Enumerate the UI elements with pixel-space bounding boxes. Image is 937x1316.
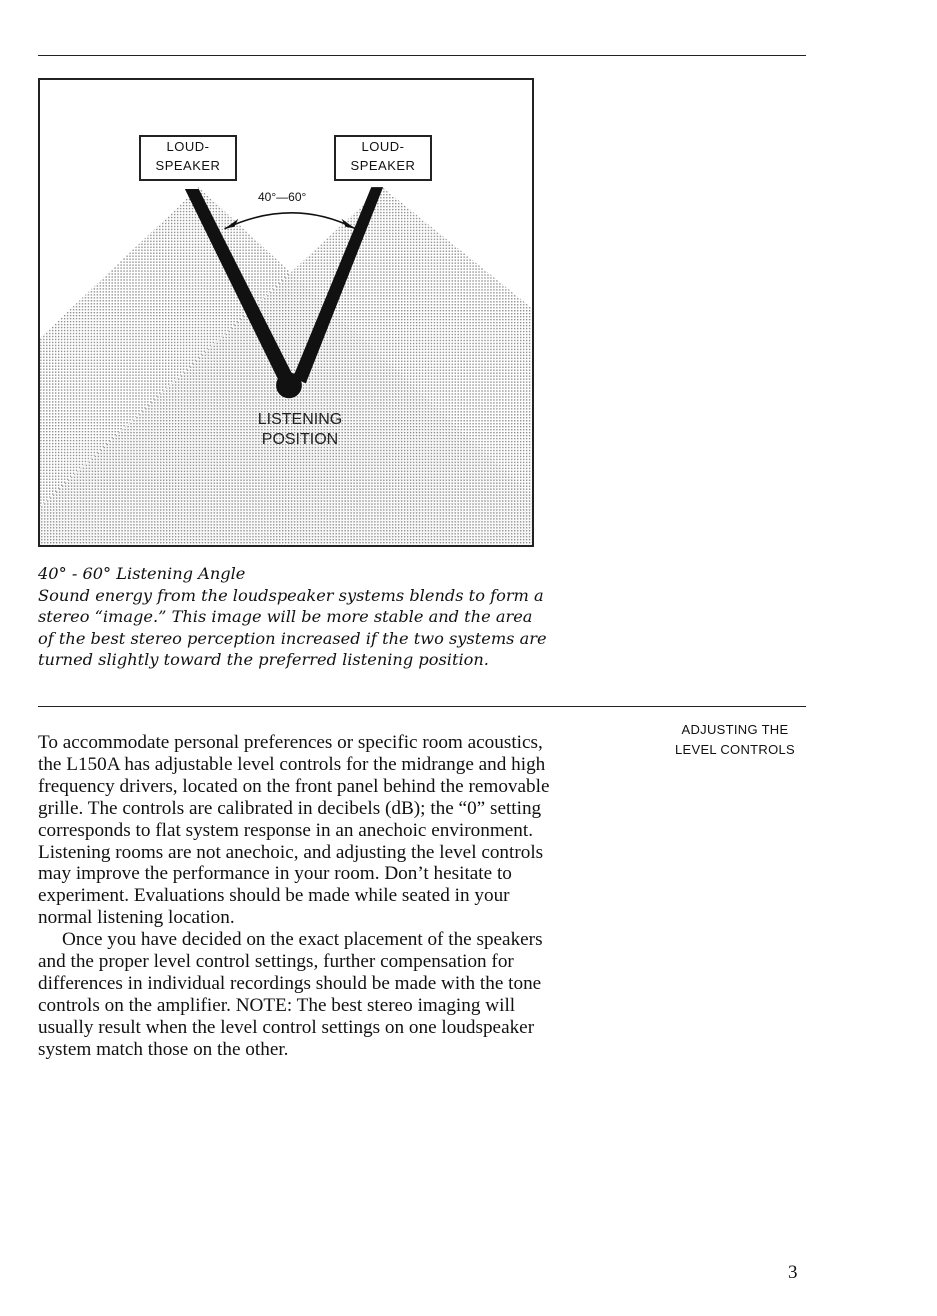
- body-text: [38, 732, 558, 1061]
- listening-angle-diagram: [40, 80, 532, 545]
- section-heading-line-1: ADJUSTING THE: [681, 722, 789, 737]
- body-paragraph-2: Once you have decided on the exact placement of the speakers and the proper level control settings, further compensation for differences in individual recordings should be made with the tone controls on the amplifier. NOTE: The best stereo imaging will usually result when the level control settings on one loudspeaker system match those on the other.: [38, 929, 543, 1060]
- left-speaker-label-1: LOUD-: [166, 139, 210, 154]
- page-number: 3: [788, 1262, 798, 1283]
- right-speaker-label-2: SPEAKER: [350, 158, 416, 173]
- section-heading-line-2: LEVEL CONTROLS: [674, 742, 796, 757]
- right-loudspeaker-box: [334, 135, 432, 181]
- left-loudspeaker-box: [139, 135, 237, 181]
- caption-text: Sound energy from the loudspeaker systems blends to form a stereo “image.” This image will be more stable and the area of the best stereo perception increased if the two systems are turned slightly toward the preferred listening position.: [38, 585, 547, 669]
- listening-angle-figure: [38, 78, 534, 547]
- section-rule: [38, 706, 806, 707]
- listening-label-2: POSITION: [261, 431, 339, 448]
- angle-arc: [225, 213, 356, 229]
- caption-title: 40° - 60° Listening Angle: [38, 564, 246, 583]
- right-speaker-label-1: LOUD-: [361, 139, 405, 154]
- listening-position-label: [220, 410, 380, 450]
- angle-label: 40°—60°: [258, 190, 307, 204]
- listener-head: [276, 372, 302, 398]
- body-paragraph-1: To accommodate personal preferences or specific room acoustics, the L150A has adjustable level controls for the midrange and high frequency drivers, located on the front panel behind the removable grille. The controls are calibrated in decibels (dB); the “0” setting corresponds to flat system response in an anechoic environment. Listening rooms are not anechoic, and adjusting the level controls may improve the performance in your room. Don’t hesitate to experiment. Evaluations should be made while seated in your normal listening location.: [38, 732, 550, 929]
- figure-caption: [38, 563, 548, 671]
- left-speaker-label-2: SPEAKER: [155, 158, 221, 173]
- listening-label-1: LISTENING: [257, 411, 343, 428]
- top-rule: [38, 55, 806, 56]
- section-heading: [660, 720, 810, 760]
